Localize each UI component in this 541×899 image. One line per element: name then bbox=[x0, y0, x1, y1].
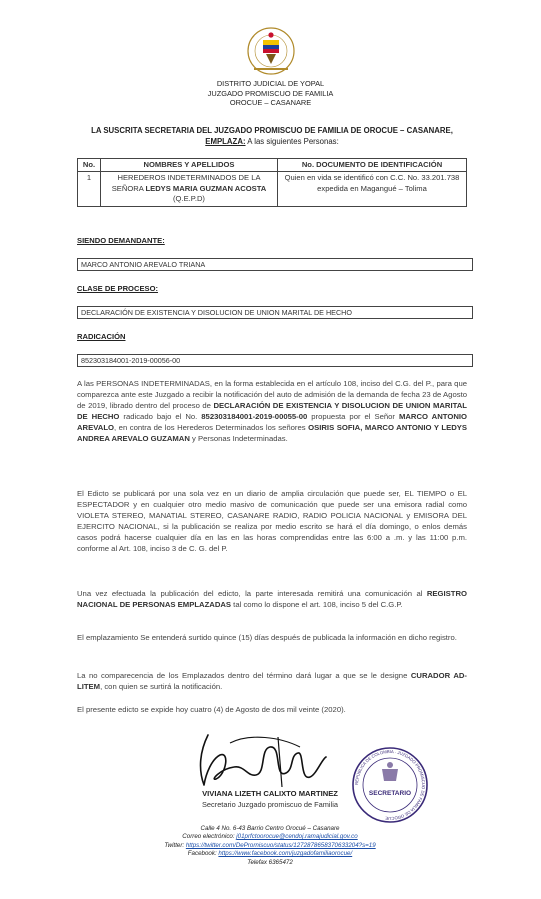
p1-text-a: A las PERSONAS INDETERMINADAS, en la forma establecida en el artículo 108, inciso del C.G. del P., para que comparezca ante este Juzgado a recibir la notificación del auto de admisión de la demanda de fecha 23 de Agosto de 2019, librado dentro del proceso de bbox=[77, 379, 467, 410]
footer-address: Calle 4 No. 6-43 Barrio Centro Orocué – Casanare bbox=[200, 825, 340, 832]
title-bold: LA SUSCRITA SECRETARIA DEL JUZGADO PROMISCUO DE FAMILIA DE OROCUE – CASANARE, bbox=[91, 126, 453, 135]
header-district: DISTRITO JUDICIAL DE YOPAL bbox=[216, 79, 325, 88]
footer-twitter-line bbox=[100, 842, 440, 850]
cell-name-bold: LEDYS MARIA GUZMAN ACOSTA bbox=[145, 183, 267, 193]
p1-text-c: radicado bajo el No. bbox=[119, 412, 202, 421]
p1-radicado: 852303184001-2019-00055-00 bbox=[201, 412, 308, 421]
p3-text-c: tal como lo dispone el art. 108, inciso 5 del C.G.P. bbox=[231, 600, 403, 609]
court-seal-icon bbox=[350, 745, 430, 825]
demandante-value: MARCO ANTONIO AREVALO TRIANA bbox=[77, 258, 473, 271]
p5-text-c: , con quien se surtirá la notificación. bbox=[100, 682, 223, 691]
p3-registry-name: REGISTRO NACIONAL DE PERSONAS EMPLAZADAS bbox=[77, 589, 467, 609]
p1-plaintiff: MARCO ANTONIO AREVALO bbox=[77, 412, 467, 432]
cell-name bbox=[101, 172, 278, 207]
seal-ring-text: REPÚBLICA DE COLOMBIA · JUZGADO PROMISCUO DE FAMILIA DE OROCUE bbox=[353, 748, 427, 822]
handwritten-signature-icon bbox=[190, 729, 330, 791]
col-header-no: No. bbox=[78, 159, 101, 172]
edict-title bbox=[78, 125, 466, 147]
paragraph-registry bbox=[77, 588, 467, 610]
paragraph-date: El presente edicto se expide hoy cuatro (4) de Agosto de dos mil veinte (2020). bbox=[77, 705, 346, 714]
proceso-label: CLASE DE PROCESO: bbox=[77, 284, 159, 293]
footer-facebook-label: Facebook: bbox=[187, 850, 219, 858]
cell-no: 1 bbox=[78, 172, 101, 207]
paragraph-notice bbox=[77, 378, 467, 444]
title-emplaza: EMPLAZA: bbox=[205, 137, 246, 146]
proceso-value: DECLARACIÓN DE EXISTENCIA Y DISOLUCION DE UNION MARITAL DE HECHO bbox=[77, 306, 473, 319]
col-header-doc: No. DOCUMENTO DE IDENTIFICACIÓN bbox=[278, 159, 467, 172]
contact-footer bbox=[100, 825, 440, 867]
footer-twitter-label: Twitter: bbox=[164, 841, 186, 849]
radicacion-label: RADICACIÓN bbox=[77, 332, 126, 341]
table-row bbox=[78, 172, 467, 207]
footer-phone: Telefax 6365472 bbox=[247, 858, 293, 866]
p1-text-d: propuesta por el Señor bbox=[307, 412, 399, 421]
p1-process-type: DECLARACIÓN DE EXISTENCIA Y DISOLUCION DE UNION MARITAL DE HECHO bbox=[77, 401, 467, 421]
signer-role: Secretario Juzgado promiscuo de Familia bbox=[202, 800, 338, 809]
paragraph-curador bbox=[77, 670, 467, 692]
radicacion-value: 852303184001-2019-00056-00 bbox=[77, 354, 473, 367]
footer-facebook-line bbox=[100, 850, 440, 858]
footer-twitter-link[interactable]: https://twitter.com/DeProrniscuo/status/1272878658370633204?s=19 bbox=[185, 841, 376, 849]
cell-name-prefix: HEREDEROS INDETERMINADOS DE LA SEÑORA bbox=[111, 173, 261, 193]
paragraph-publication: El Edicto se publicará por una sola vez en un diario de amplia circulación que puede ser, EL TIEMPO o EL ESPECTADOR y en cualquier otro medio masivo de comunicación que puede ser una emisora radial como VIOLETA STEREO, MANATIAL STEREO, CASANARE RADIO, RADIO POLICIA NACIONAL y EMISORA DEL EJERCITO NACIONAL, si la publicación se realiza por medio escrito se hará el día domingo, o enlos demás casos podrá hacerse cualquier día en las en las horas comprendidas entre las 6:00 a .m. y las 11:00 p.m. conforme al Art. 108, inciso 3 de C. G. del P. bbox=[77, 489, 467, 553]
footer-email-line bbox=[100, 833, 440, 841]
p1-text-f: y Personas Indeterminadas. bbox=[189, 434, 288, 443]
paragraph-term: El emplazamiento Se entenderá surtido quince (15) días después de publicada la información en dicho registro. bbox=[77, 633, 457, 642]
p1-text-e: , en contra de los Herederos Determinados los señores bbox=[114, 423, 309, 432]
p3-text-a: Una vez efectuada la publicación del edicto, la parte interesada remitirá una comunicación al bbox=[77, 589, 427, 598]
seal-center-text: SECRETARIO bbox=[368, 790, 412, 797]
title-rest: A las siguientes Personas: bbox=[245, 137, 339, 146]
footer-facebook-link[interactable]: https://www.facebook.com/juzgadofamiliaorocue/ bbox=[218, 850, 353, 858]
signer-name: VIVIANA LIZETH CALIXTO MARTINEZ bbox=[202, 789, 338, 798]
header-location: OROCUE – CASANARE bbox=[229, 98, 312, 108]
footer-email-label: Correo electrónico: bbox=[182, 833, 237, 841]
persons-table bbox=[77, 158, 467, 207]
p5-text-a: La no comparecencia de los Emplazados dentro del término dará lugar a que se le designe bbox=[77, 671, 411, 680]
demandante-label: SIENDO DEMANDANTE: bbox=[77, 236, 165, 245]
header-court: JUZGADO PROMISCUO DE FAMILIA bbox=[207, 88, 334, 98]
footer-email-link[interactable]: j01prfctoorocue@cendoj.ramajudicial.gov.co bbox=[236, 833, 358, 841]
rama-judicial-emblem-icon bbox=[246, 26, 296, 78]
p5-curador: CURADOR AD-LITEM bbox=[77, 671, 467, 691]
cell-name-suffix: (Q.E.P.D) bbox=[173, 194, 205, 204]
col-header-name: NOMBRES Y APELLIDOS bbox=[101, 159, 278, 172]
p1-heirs: OSIRIS SOFIA, MARCO ANTONIO Y LEDYS ANDREA AREVALO GUZAMAN bbox=[77, 423, 468, 443]
table-header-row bbox=[78, 159, 467, 172]
court-header bbox=[0, 79, 541, 108]
cell-doc: Quien en vida se identificó con C.C. No. 33.201.738 expedida en Magangué – Tolima bbox=[278, 172, 467, 207]
